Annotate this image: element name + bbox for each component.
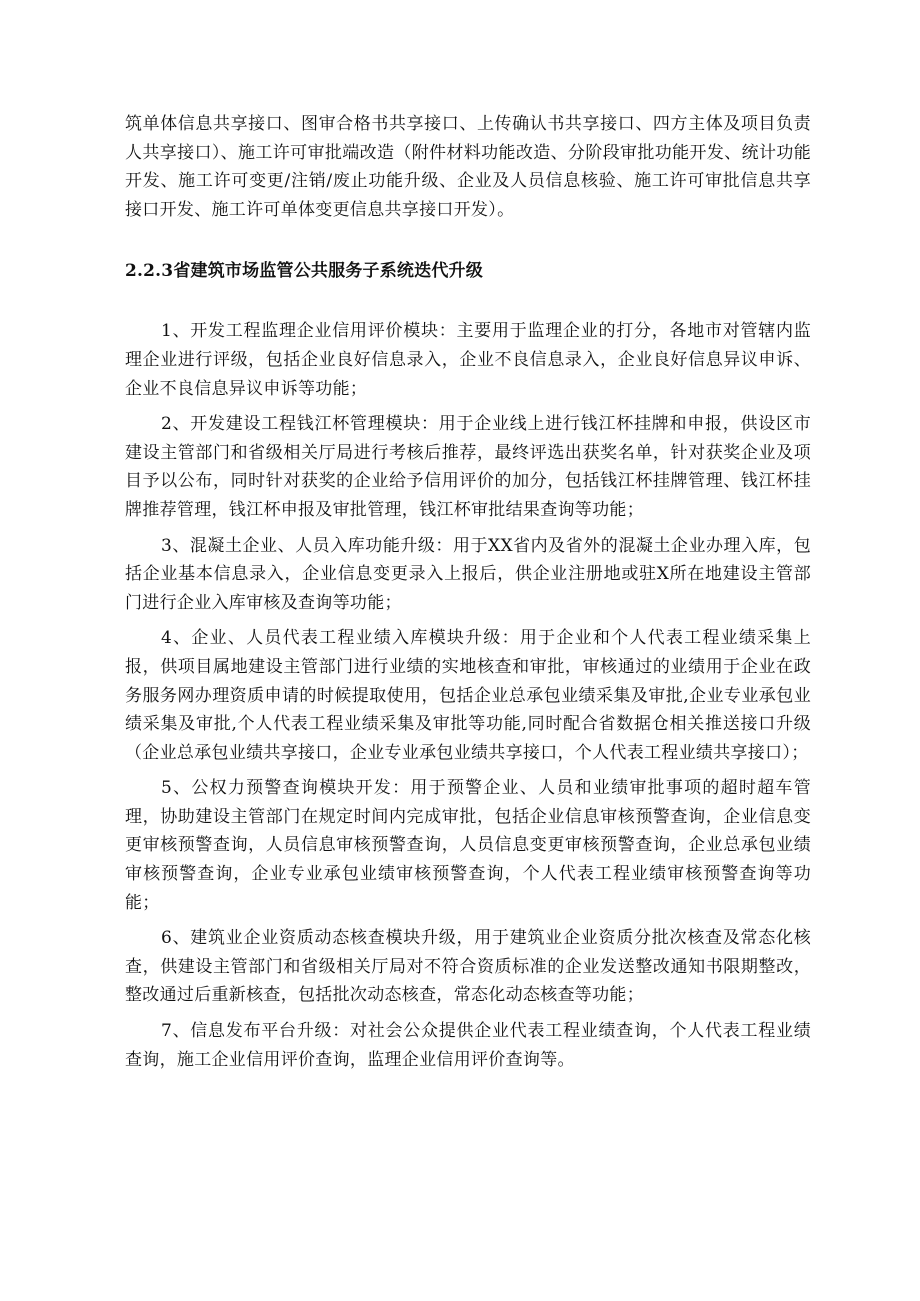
list-item-5: 5、公权力预警查询模块开发：用于预警企业、人员和业绩审批事项的超时超车管理，协助建设主管部门在规定时间内完成审批，包括企业信息审核预警查询，企业信息变更审核预警查询，人员信息审核预警查询，人员信息变更审核预警查询，企业总承包业绩审核预警查询，企业专业承包业绩审核预警查询，个人代表工程业绩审核预警查询等功能； <box>125 778 811 913</box>
list-item-1: 1、开发工程监理企业信用评价模块：主要用于监理企业的打分，各地市对管辖内监理企业进行评级，包括企业良好信息录入，企业不良信息录入，企业良好信息异议申诉、企业不良信息异议申诉等功能； <box>125 321 811 399</box>
list-item-6: 6、建筑业企业资质动态核查模块升级，用于建筑业企业资质分批次核查及常态化核查，供建设主管部门和省级相关厅局对不符合资质标准的企业发送整改通知书限期整改，整改通过后重新核查，包括批次动态核查，常态化动态核查等功能； <box>125 928 811 1006</box>
document-body <box>125 110 811 1074</box>
section-heading: 2.2.3省建筑市场监管公共服务子系统迭代升级 <box>125 261 483 282</box>
continuation-paragraph: 筑单体信息共享接口、图审合格书共享接口、上传确认书共享接口、四方主体及项目负责人共享接口）、施工许可审批端改造（附件材料功能改造、分阶段审批功能开发、统计功能开发、施工许可变更/注销/废止功能升级、企业及人员信息核验、施工许可审批信息共享接口开发、施工许可单体变更信息共享接口开发）。 <box>125 114 811 220</box>
list-item-4: 4、企业、人员代表工程业绩入库模块升级：用于企业和个人代表工程业绩采集上报，供项目属地建设主管部门进行业绩的实地核查和审批，审核通过的业绩用于企业在政务服务网办理资质申请的时候提取使用，包括企业总承包业绩采集及审批,企业专业承包业绩采集及审批,个人代表工程业绩采集及审批等功能,同时配合省数据仓相关推送接口升级（企业总承包业绩共享接口，企业专业承包业绩共享接口，个人代表工程业绩共享接口）； <box>125 628 811 763</box>
list-item-3: 3、混凝土企业、人员入库功能升级：用于XX省内及省外的混凝土企业办理入库，包括企业基本信息录入，企业信息变更录入上报后，供企业注册地或驻X所在地建设主管部门进行企业入库审核及查询等功能； <box>125 535 811 613</box>
list-item-7: 7、信息发布平台升级：对社会公众提供企业代表工程业绩查询，个人代表工程业绩查询，施工企业信用评价查询，监理企业信用评价查询等。 <box>125 1021 811 1070</box>
list-item-2: 2、开发建设工程钱江杯管理模块：用于企业线上进行钱江杯挂牌和申报，供设区市建设主管部门和省级相关厅局进行考核后推荐，最终评选出获奖名单，针对获奖企业及项目予以公布，同时针对获奖的企业给予信用评价的加分，包括钱江杯挂牌管理、钱江杯挂牌推荐管理，钱江杯申报及审批管理，钱江杯审批结果查询等功能； <box>125 414 811 520</box>
